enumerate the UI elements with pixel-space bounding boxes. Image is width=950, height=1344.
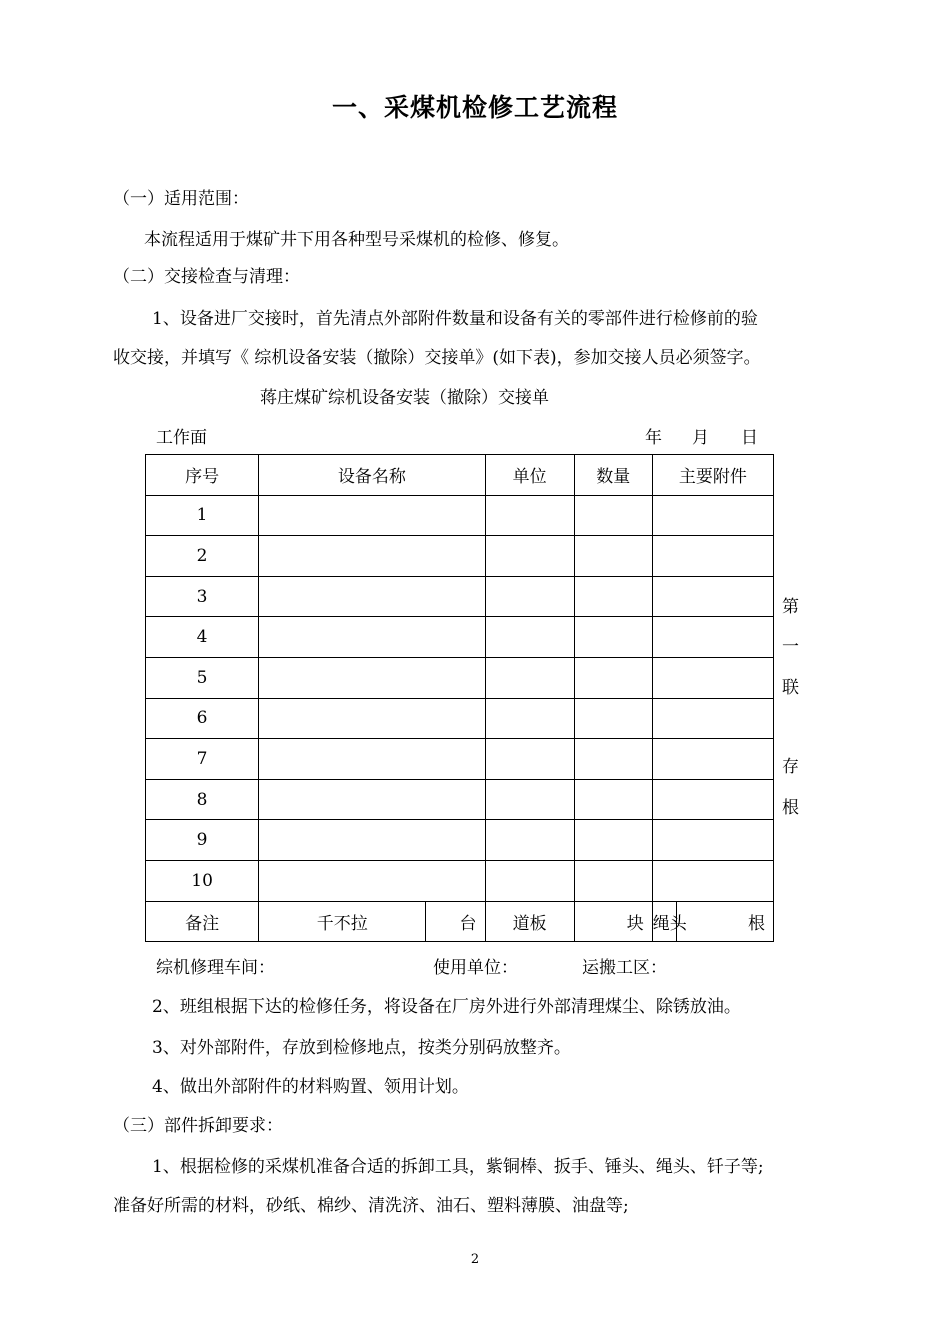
unit-cell[interactable] [485,739,574,780]
row-number: 9 [146,820,259,861]
plate-label: 道板 [485,901,574,942]
equipment-name-cell[interactable] [259,576,485,617]
form-title: 蒋庄煤矿综机设备安装（撤除）交接单 [260,388,549,408]
accessories-cell[interactable] [652,536,773,577]
item4: 4、做出外部附件的材料购置、领用计划。 [152,1077,469,1097]
accessories-cell[interactable] [652,739,773,780]
side-label-char: 联 [782,678,799,698]
date-month: 月 [692,428,709,448]
handover-heading: （二）交接检查与清理： [113,267,300,287]
unit-cell[interactable] [485,536,574,577]
table-row [146,657,774,698]
equipment-name-cell[interactable] [259,739,485,780]
rope-label: 绳头 [652,901,676,942]
scope-text: 本流程适用于煤矿井下用各种型号采煤机的检修、修复。 [144,230,569,250]
signature-workshop: 综机修理车间： [156,958,275,978]
signature-user-unit: 使用单位： [433,958,518,978]
disassembly-item1-line1: 1、根据检修的采煤机准备合适的拆卸工具，紫铜棒、扳手、锤头、绳头、钎子等; [152,1157,764,1177]
equipment-name-cell[interactable] [259,698,485,739]
quantity-cell[interactable] [574,779,652,820]
row-number: 7 [146,739,259,780]
remark-label: 备注 [146,901,259,942]
disassembly-heading: （三）部件拆卸要求： [113,1116,283,1136]
unit-cell[interactable] [485,779,574,820]
item3: 3、对外部附件，存放到检修地点，按类分别码放整齐。 [152,1038,571,1058]
equipment-name-cell[interactable] [259,657,485,698]
side-label-char: 第 [782,597,799,617]
unit-cell[interactable] [485,617,574,658]
table-row [146,576,774,617]
equipment-name-cell[interactable] [259,779,485,820]
page-number: 2 [470,1252,480,1267]
row-number: 4 [146,617,259,658]
accessories-cell[interactable] [652,657,773,698]
quantity-cell[interactable] [574,698,652,739]
item2: 2、班组根据下达的检修任务，将设备在厂房外进行外部清理煤尘、除锈放油。 [152,997,741,1017]
quantity-cell[interactable] [574,860,652,901]
row-number: 5 [146,657,259,698]
unit-cell[interactable] [485,860,574,901]
signature-transport: 运搬工区： [582,958,667,978]
item1-line2: 收交接，并填写《 综机设备安装（撤除）交接单》(如下表)，参加交接人员必须签字。 [113,348,761,368]
equipment-name-cell[interactable] [259,820,485,861]
unit-gen-label: 根 [676,901,773,942]
table-row [146,860,774,901]
row-number: 1 [146,495,259,536]
table-row [146,617,774,658]
row-number: 2 [146,536,259,577]
unit-tai-label: 台 [426,901,485,942]
table-row [146,495,774,536]
quantity-cell[interactable] [574,576,652,617]
row-number: 8 [146,779,259,820]
quantity-cell[interactable] [574,820,652,861]
unit-cell[interactable] [485,495,574,536]
side-label-char: 一 [782,637,799,657]
quantity-cell[interactable] [574,657,652,698]
puller-label: 千不拉 [259,901,426,942]
unit-cell[interactable] [485,820,574,861]
unit-kuai-label: 块 [574,901,652,942]
side-label-char: 存 [782,757,799,777]
header-equipment-name: 设备名称 [259,455,485,496]
disassembly-item1-line2: 准备好所需的材料，砂纸、棉纱、清洗济、油石、塑料薄膜、油盘等; [113,1196,629,1216]
header-unit: 单位 [485,455,574,496]
header-seq: 序号 [146,455,259,496]
equipment-name-cell[interactable] [259,536,485,577]
unit-cell[interactable] [485,698,574,739]
date-day: 日 [741,428,758,448]
accessories-cell[interactable] [652,617,773,658]
table-header-row [146,455,774,496]
accessories-cell[interactable] [652,860,773,901]
document-title: 一、采煤机检修工艺流程 [331,93,618,122]
accessories-cell[interactable] [652,820,773,861]
accessories-cell[interactable] [652,495,773,536]
accessories-cell[interactable] [652,779,773,820]
quantity-cell[interactable] [574,617,652,658]
row-number: 10 [146,860,259,901]
quantity-cell[interactable] [574,495,652,536]
unit-cell[interactable] [485,576,574,617]
item1-line1: 1、设备进厂交接时，首先清点外部附件数量和设备有关的零部件进行检修前的验 [152,309,758,329]
date-year: 年 [645,428,662,448]
side-label-char: 根 [782,798,799,818]
handover-form-table [145,454,774,942]
scope-heading: （一）适用范围： [113,189,249,209]
equipment-name-cell[interactable] [259,495,485,536]
table-footer-row [146,901,774,942]
quantity-cell[interactable] [574,536,652,577]
table-row [146,739,774,780]
quantity-cell[interactable] [574,739,652,780]
table-row [146,536,774,577]
accessories-cell[interactable] [652,698,773,739]
table-row [146,698,774,739]
header-quantity: 数量 [574,455,652,496]
accessories-cell[interactable] [652,576,773,617]
header-accessories: 主要附件 [652,455,773,496]
table-row [146,779,774,820]
work-face-label: 工作面 [156,428,207,448]
row-number: 3 [146,576,259,617]
unit-cell[interactable] [485,657,574,698]
row-number: 6 [146,698,259,739]
equipment-name-cell[interactable] [259,617,485,658]
equipment-name-cell[interactable] [259,860,485,901]
table-row [146,820,774,861]
